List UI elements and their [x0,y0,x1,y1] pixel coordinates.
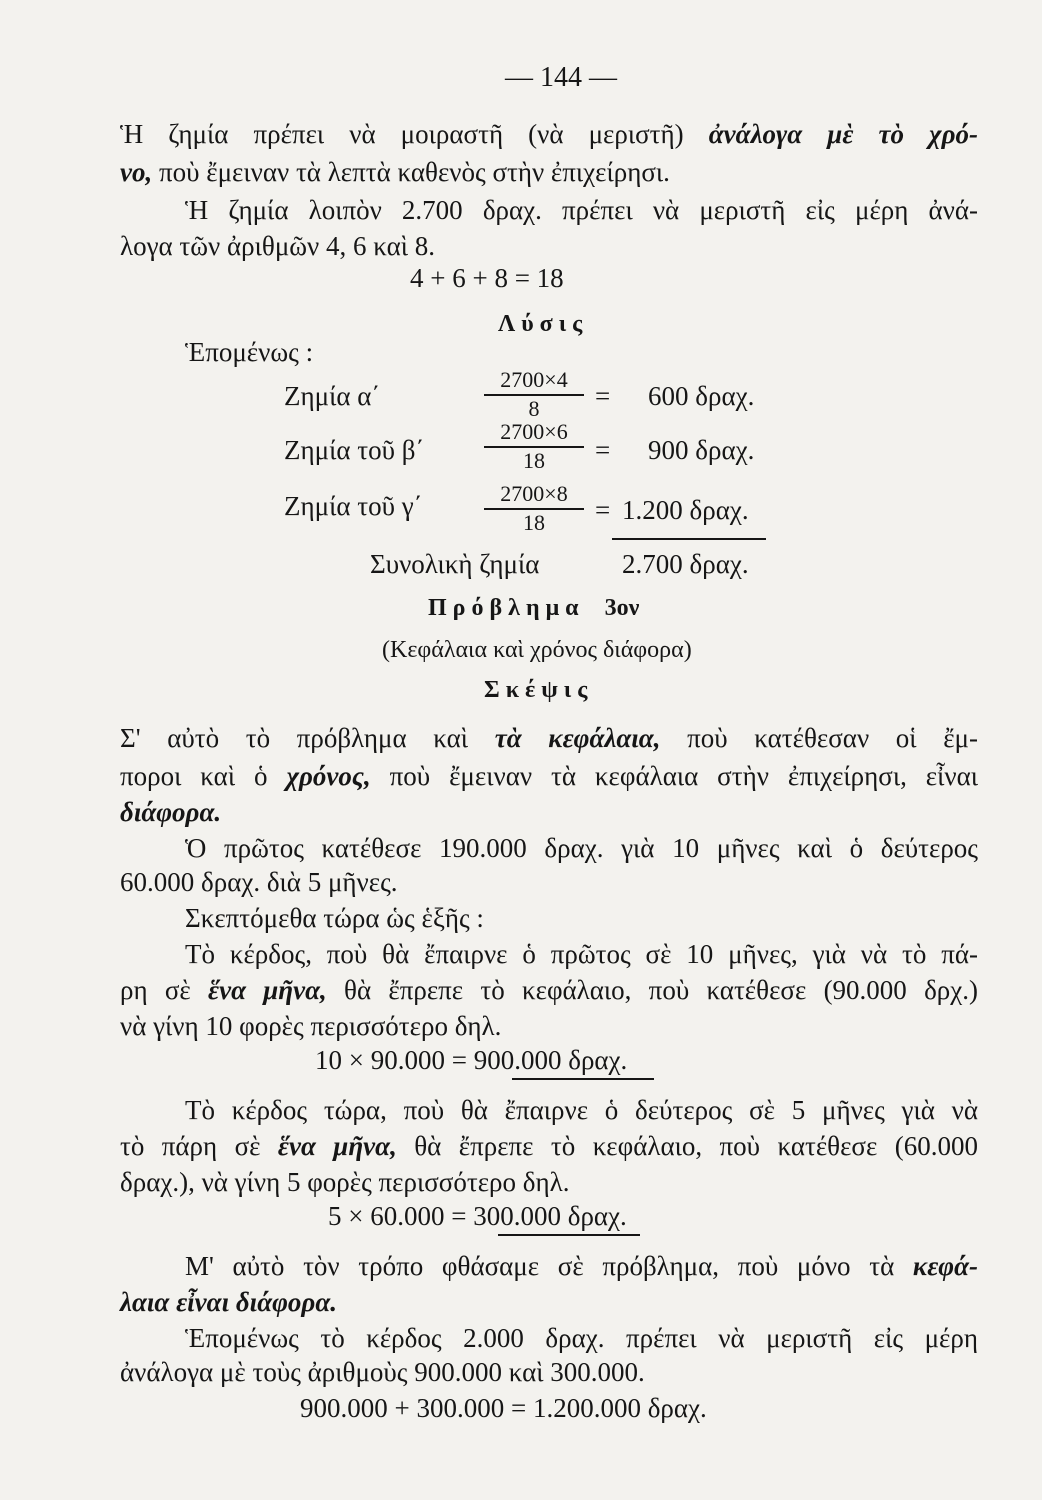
equation-2-left: 5 × 60.000 = [328,1201,467,1231]
p2-line-1: Ὁ πρῶτος κατέθεσε 190.000 δραχ. γιὰ 10 μῆνες καὶ ὁ δεύτερος [185,833,978,863]
p6-line-2 [120,1286,337,1318]
sum-equation: 4 + 6 + 8 = 18 [410,263,564,293]
loss-row-c-denominator: 18 [523,510,545,535]
intro-line-4: λογα τῶν ἀριθμῶν 4, 6 καὶ 8. [120,231,436,261]
loss-row-b-label: Ζημία τοῦ β΄ [284,435,425,465]
p5-line-1: Τὸ κέρδος τώρα, ποὺ θὰ ἔπαιρνε ὁ δεύτερος σὲ 5 μῆνες γιὰ νὰ [185,1095,978,1125]
p1-emphasis-capitals: τὰ κεφάλαια, [494,723,661,753]
p1-line-2 [120,760,978,792]
intro-line-2-text: ποὺ ἔμειναν τὰ λεπτὰ καθενὸς στὴν ἐπιχείρησι. [158,157,670,187]
p4-emphasis-one-month: ἕνα μῆνα, [208,975,327,1005]
solution-heading: Λύσις [498,311,589,337]
loss-row-b-equals: = [595,435,611,465]
problem-subtitle: (Κεφάλαια καὶ χρόνος διάφορα) [382,637,692,663]
p4-line-2-text-a: ρη σὲ [120,975,191,1005]
loss-row-c-result: 1.200 δραχ. [622,495,749,525]
p6-line-1-text: Μ' αὐτὸ τὸν τρόπο φθάσαμε σὲ πρόβλημα, ποὺ μόνο τὰ [185,1251,895,1281]
p6-emphasis-only-capitals-vary: λαια εἶναι διάφορα. [120,1287,338,1317]
p5-line-2 [120,1130,978,1162]
problem-heading-word: Πρόβλημα [428,595,585,621]
loss-row-a-denominator: 8 [528,396,540,421]
equation-1-result: 900.000 δραχ. [473,1045,628,1075]
loss-row-b-numerator: 2700×6 [484,420,584,448]
loss-row-a-equals: = [595,381,611,411]
p1-line-2-text-a: ποροι καὶ ὁ [120,761,268,791]
p4-line-2-text-c: θὰ ἔπρεπε τὸ κεφάλαιο, ποὺ κατέθεσε (90.000 δρχ.) [344,975,978,1005]
p7-line-1: Ἑπομένως τὸ κέρδος 2.000 δραχ. πρέπει νὰ μεριστῆ εἰς μέρη [185,1323,978,1353]
problem-heading-number: 3ον [604,595,640,621]
p1-line-1 [120,722,978,754]
p5-line-2-text-c: θὰ ἔπρεπε τὸ κεφάλαιο, ποὺ κατέθεσε (60.000 [414,1131,978,1161]
p5-line-2-text-a: τὸ πάρη σὲ [120,1131,261,1161]
page-number: — 144 — [505,62,617,93]
loss-row-b-fraction [484,420,584,473]
loss-row-c-fraction [484,482,584,535]
p1-line-1-text-a: Σ' αὐτὸ τὸ πρόβλημα καὶ [120,723,469,753]
equation-2-result: 300.000 δραχ. [473,1201,627,1231]
equation-1 [315,1044,627,1076]
total-underline [612,538,766,540]
p2-line-2: 60.000 δραχ. διὰ 5 μῆνες. [120,867,398,897]
intro-line-2 [120,156,670,188]
intro-emphasis-proportional: ἀνάλογα μὲ τὸ χρό- [708,119,978,149]
p6-emphasis-capitals: κεφά- [912,1251,979,1281]
p4-line-1: Τὸ κέρδος, ποὺ θὰ ἔπαιρνε ὁ πρῶτος σὲ 10 μῆνες, γιὰ νὰ τὸ πά- [185,939,978,969]
p6-line-1 [185,1250,978,1282]
intro-line-3: Ἡ ζημία λοιπὸν 2.700 δραχ. πρέπει νὰ μεριστῆ εἰς μέρη ἀνά- [185,195,978,225]
intro-emphasis-time: νο, [120,157,153,187]
intro-line-1-text: Ἡ ζημία πρέπει νὰ μοιραστῆ (νὰ μεριστῆ) [120,119,684,149]
equation-1-left: 10 × 90.000 = [315,1045,467,1075]
p5-emphasis-one-month: ἕνα μῆνα, [277,1131,397,1161]
p3-line: Σκεπτόμεθα τώρα ὡς ἑξῆς : [185,903,484,933]
loss-row-a-label: Ζημία α΄ [284,381,381,411]
therefore-label: Ἑπομένως : [185,337,314,367]
loss-row-c-equals: = [595,495,611,525]
loss-row-a-result: 600 δραχ. [648,381,755,411]
p1-line-2-text-c: ποὺ ἔμειναν τὰ κεφάλαια στὴν ἐπιχείρησι, εἶναι [389,761,978,791]
loss-row-b-result: 900 δραχ. [648,435,755,465]
p4-line-3: νὰ γίνη 10 φορὲς περισσότερο δηλ. [120,1011,502,1041]
equation-3: 900.000 + 300.000 = 1.200.000 δραχ. [300,1393,707,1423]
p1-emphasis-various: διάφορα. [120,797,222,827]
p4-line-2 [120,974,978,1006]
loss-row-c-numerator: 2700×8 [484,482,584,510]
p1-line-3 [120,796,221,828]
p1-emphasis-time: χρόνος, [286,761,371,791]
p7-line-2: ἀνάλογα μὲ τοὺς ἀριθμοὺς 900.000 καὶ 300.000. [120,1357,645,1387]
p5-line-3: δραχ.), νὰ γίνη 5 φορὲς περισσότερο δηλ. [120,1167,570,1197]
loss-row-c-label: Ζημία τοῦ γ΄ [284,491,423,521]
loss-row-a-numerator: 2700×4 [484,368,584,396]
equation-1-underline [512,1078,654,1080]
intro-line-1 [120,118,978,150]
p1-line-1-text-c: ποὺ κατέθεσαν οἱ ἔμ- [687,723,979,753]
equation-2-underline [498,1234,640,1236]
thinking-heading: Σκέψις [484,677,594,703]
total-loss-value: 2.700 δραχ. [622,549,749,579]
loss-row-b-denominator: 18 [523,448,545,473]
equation-2 [328,1200,627,1232]
problem-heading [428,592,639,624]
total-loss-label: Συνολικὴ ζημία [370,549,540,579]
loss-row-a-fraction [484,368,584,421]
